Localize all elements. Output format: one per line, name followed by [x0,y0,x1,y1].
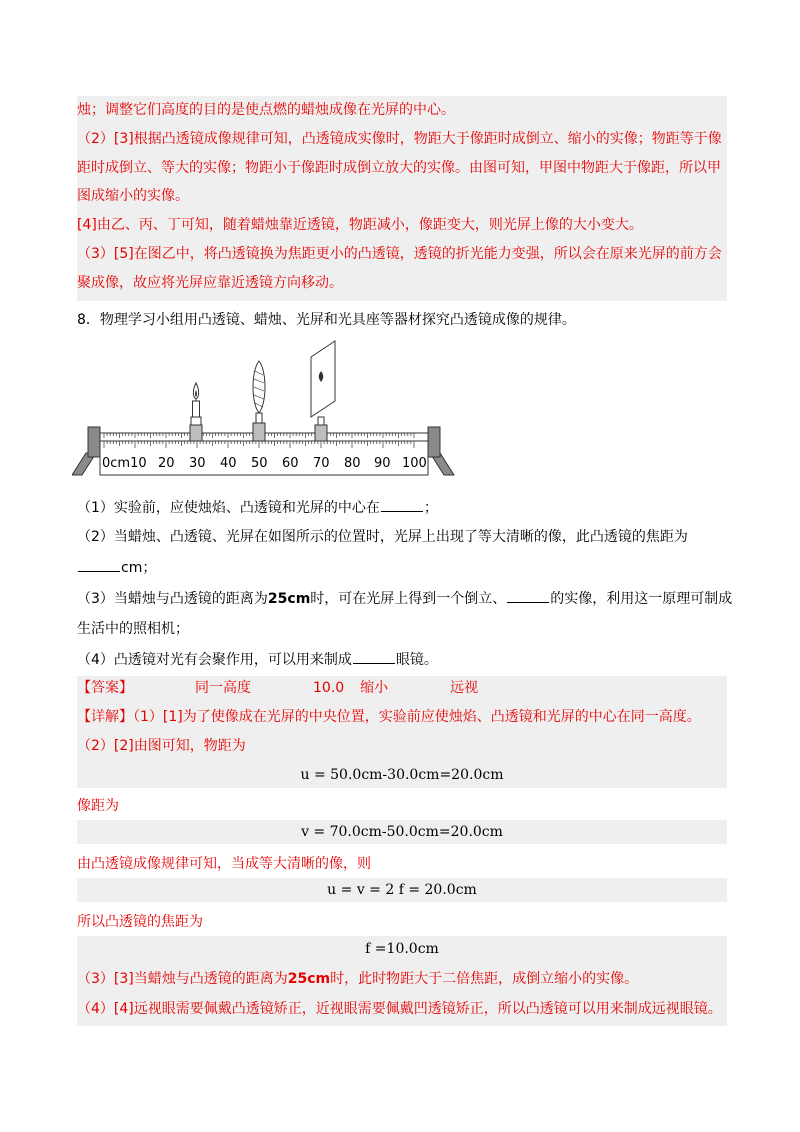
prev-line-4: 图成缩小的实像。 [77,188,189,204]
question-3-cont: 生活中的照相机； [77,621,189,637]
formula-4: f =10.0cm [365,941,439,957]
blank-1[interactable] [381,497,423,512]
scale-label-50: 50 [251,456,268,471]
formula-2: v = 70.0cm-50.0cm=20.0cm [301,824,503,840]
scale-label-80: 80 [344,456,361,471]
scale-label-20: 20 [158,456,175,471]
question-4: （4）凸透镜对光有会聚作用，可以用来制成 眼镜。 [77,649,727,670]
answer-2: 10.0 [313,680,345,696]
screen-panel [311,341,335,417]
scale-label-70: 70 [313,456,330,471]
question-2-cont: cm； [77,557,727,578]
detail-label: 【详解】 [77,709,133,725]
detail-line-4: （4）[4]远视眼需要佩戴凸透镜矫正，近视眼需要佩戴凹透镜矫正，所以凸透镜可以用来制成远视眼镜。 [77,1001,722,1017]
answer-4: 远视 [450,680,479,696]
left-clamp [88,427,100,457]
prev-line-3: 距时成倒立、等大的实像；物距小于像距时成倒立放大的实像。由图可知，甲图中物距大于像距，所以甲 [77,160,721,176]
detail-line-2: （2）[2]由图可知，物距为 [77,738,246,754]
blank-2[interactable] [78,557,120,572]
convex-lens [253,361,265,441]
text-rule: 由凸透镜成像规律可知，当成等大清晰的像，则 [77,856,371,872]
blank-4[interactable] [353,649,395,664]
text-focal: 所以凸透镜的焦距为 [77,914,203,930]
question-2: （2）当蜡烛、凸透镜、光屏在如图所示的位置时，光屏上出现了等大清晰的像，此凸透镜的焦距为 [77,529,688,545]
question-3: （3）当蜡烛与凸透镜的距离为25cm时，可在光屏上得到一个倒立、 的实像，利用这一原理可制成 [77,588,727,609]
prev-line-5: [4]由乙、丙、丁可知，随着蜡烛靠近透镜，物距减小，像距变大，则光屏上像的大小变大。 [77,217,643,233]
scale-label-60: 60 [282,456,299,471]
text-image-distance: 像距为 [77,798,119,814]
question-1: （1）实验前，应使烛焰、凸透镜和光屏的中心在 ； [77,497,727,518]
answer-line [77,678,727,698]
scale-label-100: 100 [402,456,427,471]
light-screen [311,341,335,441]
detail-line-1: 【详解】（1）[1]为了使像成在光屏的中央位置，实验前应使烛焰、凸透镜和光屏的中心在同一高度。 [77,709,701,725]
optical-bench-figure [72,335,457,480]
scale-label-0: 0cm10 [102,456,147,471]
formula-1: u = 50.0cm-30.0cm=20.0cm [300,767,504,783]
scale-label-90: 90 [374,456,391,471]
answer-label: 【答案】 [77,680,133,696]
prev-line-6: （3）[5]在图乙中，将凸透镜换为焦距更小的凸透镜，透镜的折光能力变强，所以会在原来光屏的前方会 [77,246,722,262]
scale-label-40: 40 [220,456,237,471]
question-stem: 8．物理学习小组用凸透镜、蜡烛、光屏和光具座等器材探究凸透镜成像的规律。 [77,312,576,328]
formula-3: u = v = 2 f = 20.0cm [327,882,477,898]
scale-label-30: 30 [189,456,206,471]
prev-line-2: （2）[3]根据凸透镜成像规律可知，凸透镜成实像时，物距大于像距时成倒立、缩小的实像；物距等于像 [77,131,722,147]
candle-body [193,401,200,417]
answer-1: 同一高度 [195,680,251,696]
answer-3: 缩小 [360,680,389,696]
prev-line-1: 烛；调整它们高度的目的是使点燃的蜡烛成像在光屏的中心。 [77,102,455,118]
blank-3[interactable] [507,588,549,603]
prev-line-7: 聚成像，故应将光屏应靠近透镜方向移动。 [77,275,343,291]
right-clamp [428,427,440,457]
detail-line-3: （3）[3]当蜡烛与凸透镜的距离为25cm时，此时物距大于二倍焦距，成倒立缩小的实像。 [77,971,639,987]
candle [190,383,202,441]
